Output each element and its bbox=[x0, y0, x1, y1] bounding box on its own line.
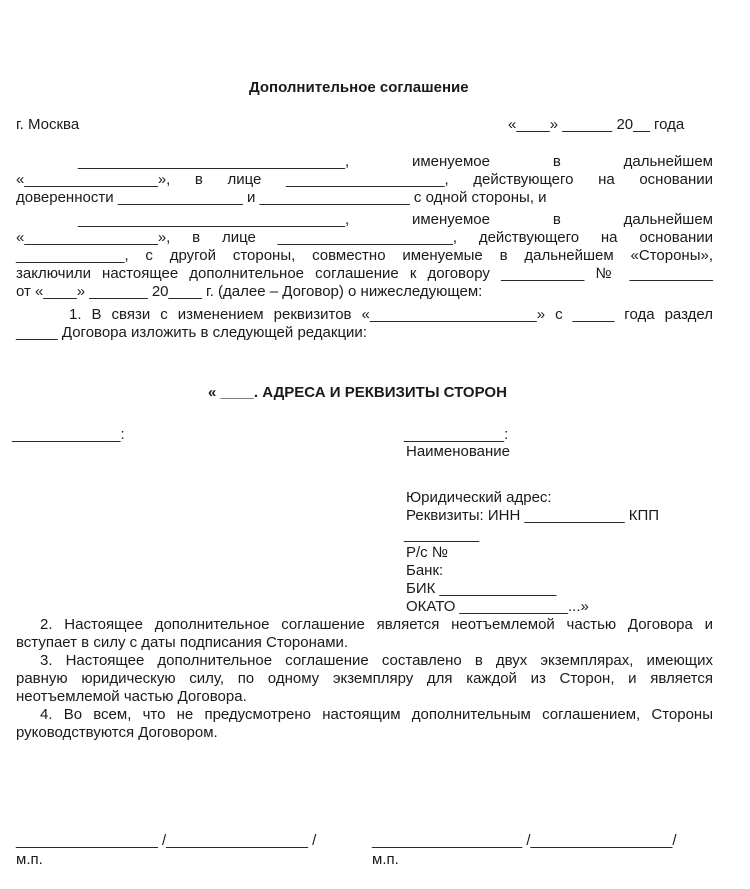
preamble-line-3: доверенности _______________ и __________________ с одной стороны, и bbox=[16, 189, 547, 206]
preamble-line-5: «________________», в лице _____________________, действующего на основании bbox=[16, 229, 713, 246]
preamble-line-4: ________________________________, именуемое в дальнейшем bbox=[78, 211, 713, 228]
signature-right-line: __________________ /_________________/ bbox=[372, 832, 677, 849]
party-right-okato: ОКАТО _____________...» bbox=[406, 598, 589, 615]
clause-2-line-1: 2. Настоящее дополнительное соглашение является неотъемлемой частью Договора и bbox=[40, 616, 713, 633]
clause-3-line-1: 3. Настоящее дополнительное соглашение составлено в двух экземплярах, имеющих bbox=[40, 652, 713, 669]
clause-1-line-2: _____ Договора изложить в следующей редакции: bbox=[16, 324, 367, 341]
preamble-line-6: _____________, с другой стороны, совместно именуемые в дальнейшем «Стороны», bbox=[16, 247, 713, 264]
preamble-line-7: заключили настоящее дополнительное соглашение к договору __________ № __________ bbox=[16, 265, 713, 282]
party-right-line: ____________: bbox=[404, 426, 509, 443]
document-title: Дополнительное соглашение bbox=[249, 79, 469, 96]
party-right-name: Наименование bbox=[406, 443, 510, 460]
party-right-requisites: Реквизиты: ИНН ____________ КПП bbox=[406, 507, 660, 524]
clause-3-line-2: равную юридическую силу, по одному экземпляру для каждой из Сторон, и является bbox=[16, 670, 713, 687]
party-right-address: Юридический адрес: bbox=[406, 489, 552, 506]
signature-left-line: _________________ /_________________ / bbox=[16, 832, 317, 849]
party-right-bank: Банк: bbox=[406, 562, 444, 579]
clause-4-line-2: руководствуются Договором. bbox=[16, 724, 218, 741]
clause-3-line-3: неотъемлемой частью Договора. bbox=[16, 688, 247, 705]
clause-1-line-1: 1. В связи с изменением реквизитов «____________________» с _____ года раздел bbox=[69, 306, 713, 323]
preamble-line-1: ________________________________, именуемое в дальнейшем bbox=[78, 153, 713, 170]
section-title: « ____. АДРЕСА И РЕКВИЗИТЫ СТОРОН bbox=[208, 384, 507, 401]
document-date: «____» ______ 20__ года bbox=[508, 116, 685, 133]
preamble-line-8: от «____» _______ 20____ г. (далее – Договор) о нижеследующем: bbox=[16, 283, 483, 300]
stamp-right: м.п. bbox=[372, 851, 399, 868]
clause-2-line-2: вступает в силу с даты подписания Сторонами. bbox=[16, 634, 349, 651]
clause-4-line-1: 4. Во всем, что не предусмотрено настоящим дополнительным соглашением, Стороны bbox=[40, 706, 713, 723]
party-right-kpp-line: _________ bbox=[404, 526, 480, 543]
party-right-account: Р/с № bbox=[406, 544, 448, 561]
city: г. Москва bbox=[16, 116, 80, 133]
preamble-line-2: «________________», в лице ___________________, действующего на основании bbox=[16, 171, 713, 188]
party-right-bik: БИК ______________ bbox=[406, 580, 557, 597]
stamp-left: м.п. bbox=[16, 851, 43, 868]
party-left-line: _____________: bbox=[12, 426, 125, 443]
